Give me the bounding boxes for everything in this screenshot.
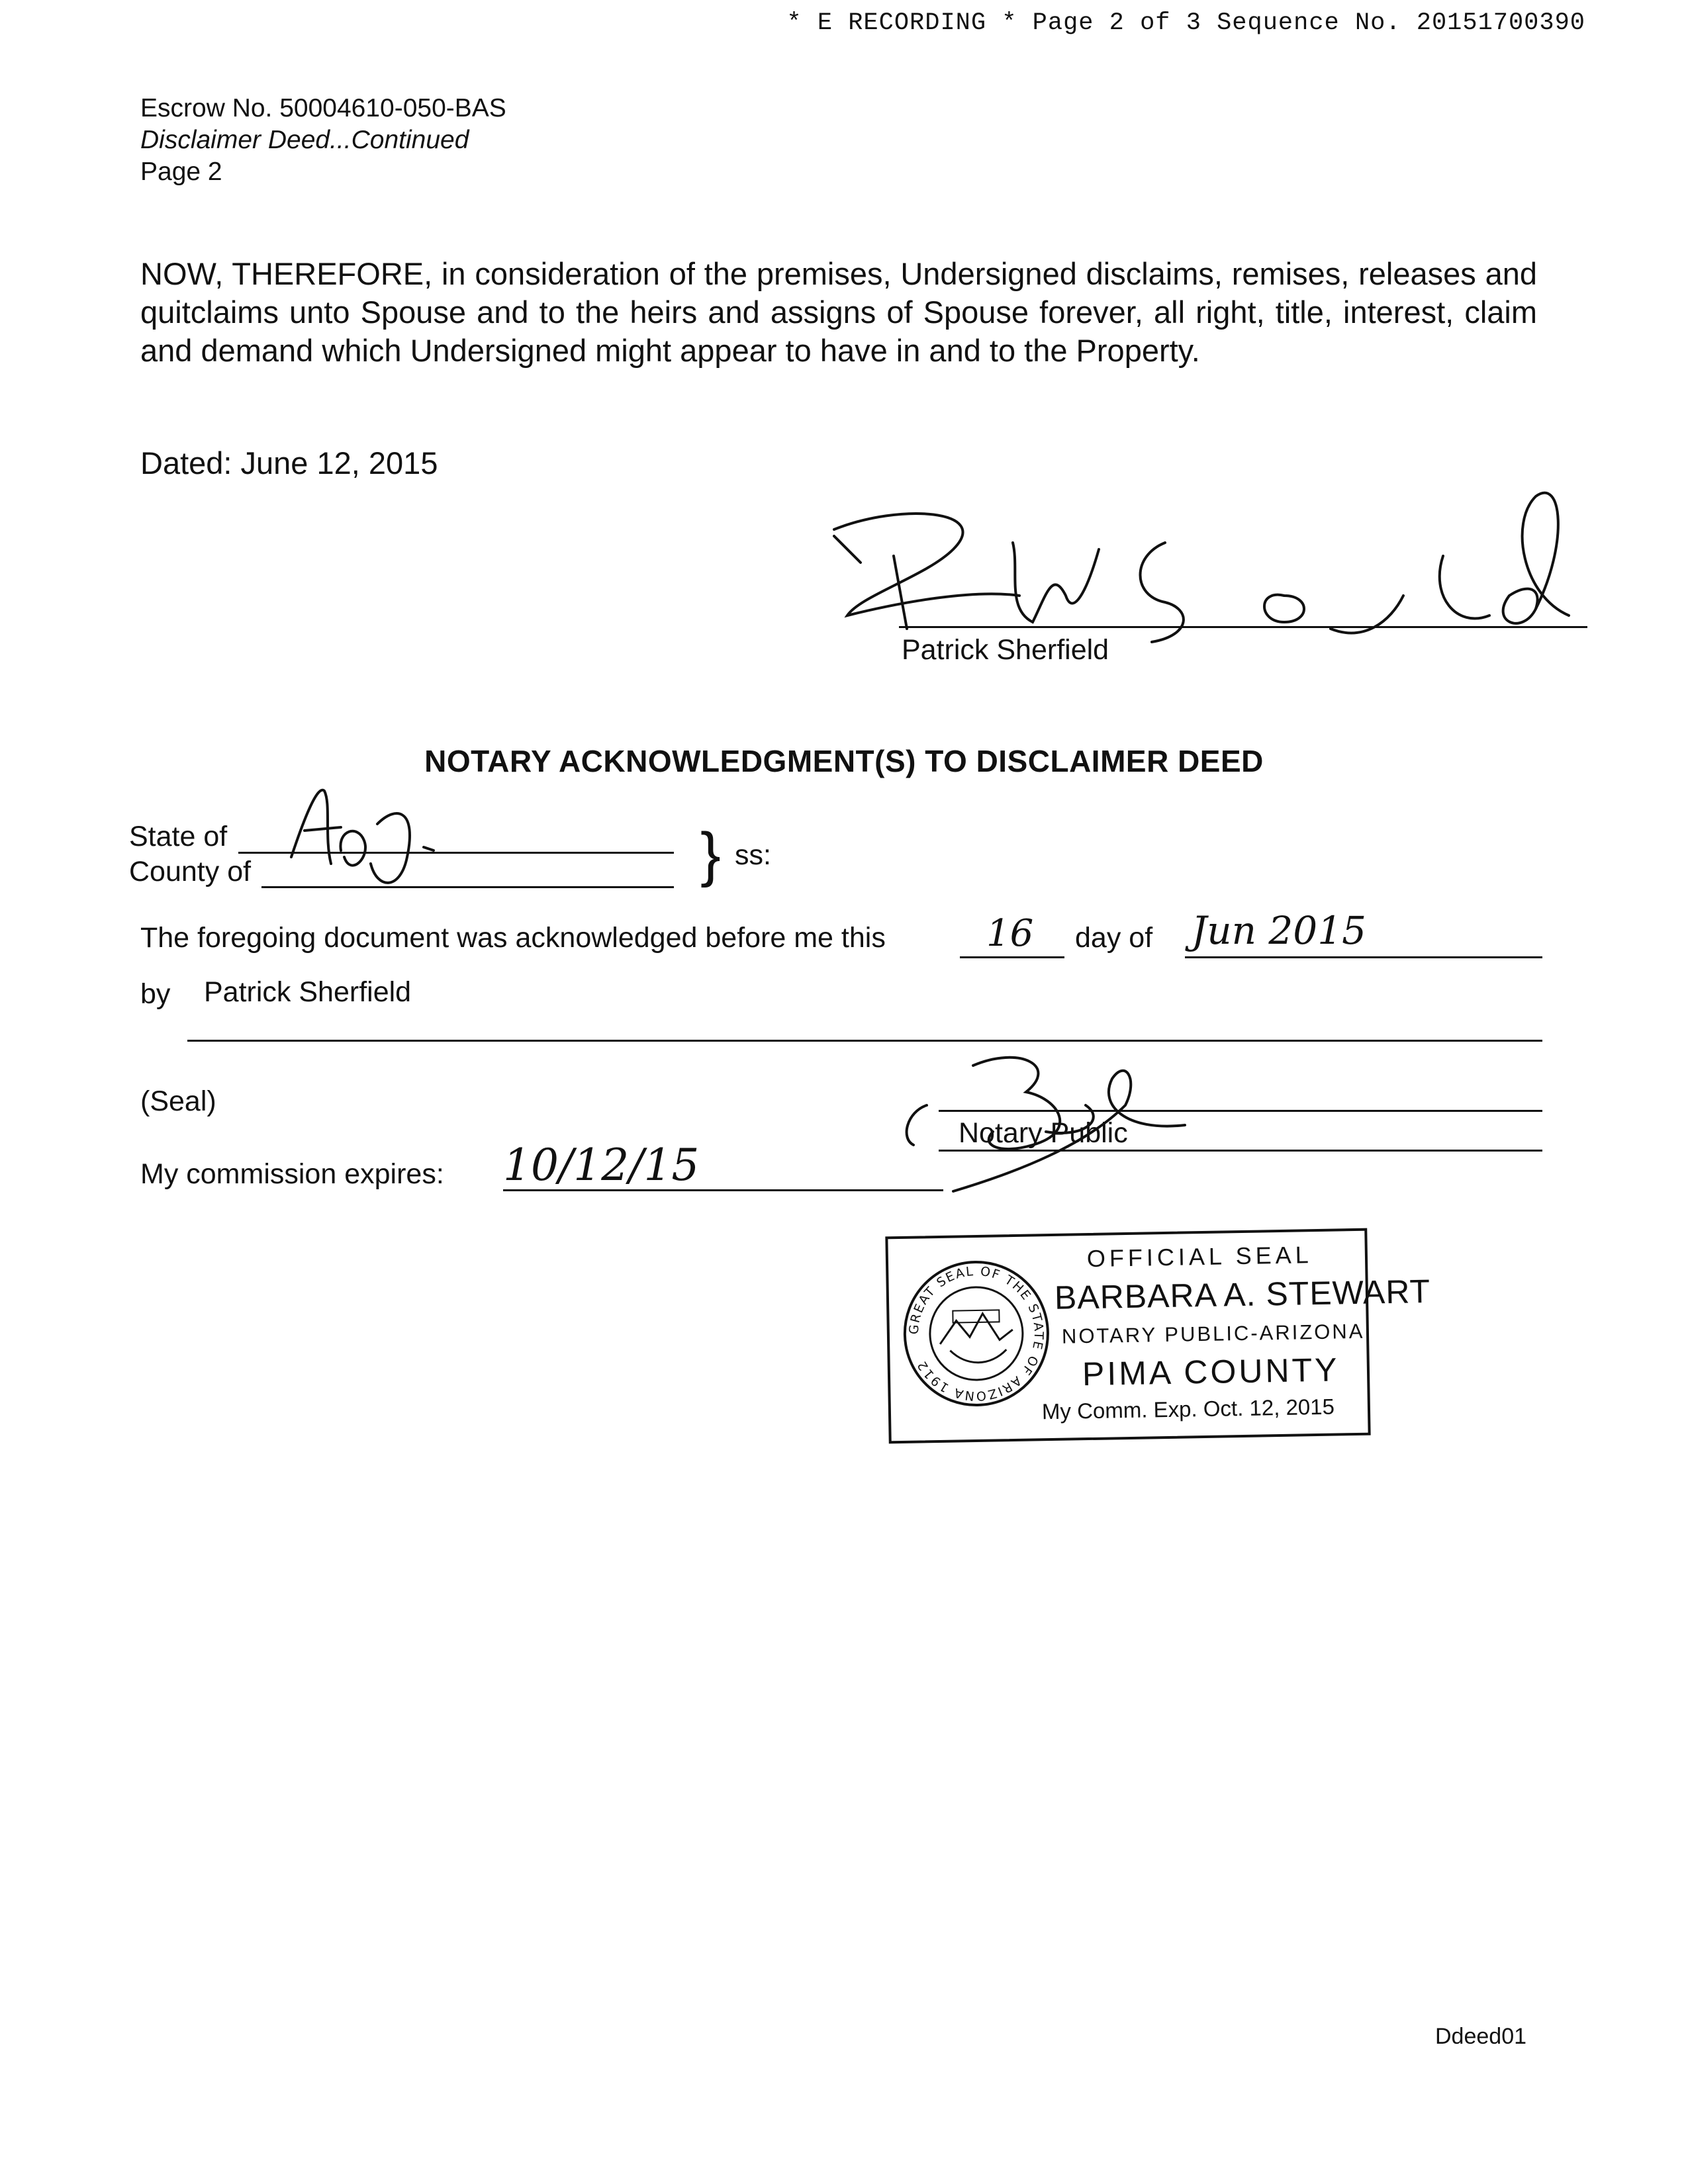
official-seal-stamp bbox=[885, 1228, 1431, 1444]
page-label: Page 2 bbox=[140, 158, 222, 186]
bracket-glyph: } bbox=[700, 821, 721, 888]
dated-line: Dated: June 12, 2015 bbox=[140, 445, 438, 480]
commission-label: My commission expires: bbox=[140, 1158, 444, 1190]
seal-heading: OFFICIAL SEAL bbox=[1086, 1241, 1313, 1273]
by-line bbox=[187, 1040, 1542, 1042]
recording-header: * E RECORDING * Page 2 of 3 Sequence No. 20151700390 bbox=[786, 9, 1585, 37]
document-title-continued: Disclaimer Deed...Continued bbox=[140, 126, 469, 154]
acknowledged-text: The foregoing document was acknowledged before me this bbox=[140, 922, 886, 954]
footer-form-code: Ddeed01 bbox=[1435, 2024, 1527, 2049]
county-label: County of bbox=[129, 856, 252, 887]
seal-emblem-text: GREAT SEAL OF THE STATE OF ARIZONA 1912 bbox=[906, 1263, 1047, 1404]
day-of-label: day of bbox=[1075, 922, 1153, 954]
signature-line bbox=[899, 626, 1587, 628]
seal-notary-name: BARBARA A. STEWART bbox=[1054, 1273, 1431, 1316]
ss-label: ss: bbox=[735, 839, 771, 871]
notary-line-upper bbox=[939, 1110, 1542, 1112]
seal-county: PIMA COUNTY bbox=[1082, 1351, 1340, 1393]
seal-expiry: My Comm. Exp. Oct. 12, 2015 bbox=[1041, 1394, 1335, 1424]
commission-handwritten: 10/12/15 bbox=[503, 1140, 700, 1191]
state-seal-emblem bbox=[899, 1256, 1054, 1411]
notary-public-label: Notary Public bbox=[959, 1117, 1128, 1149]
month-handwritten: Jun 2015 bbox=[1192, 908, 1367, 953]
seal-label: (Seal) bbox=[140, 1085, 216, 1117]
notary-line-lower bbox=[939, 1150, 1542, 1152]
state-handwriting bbox=[278, 778, 463, 897]
seal-notary-title: NOTARY PUBLIC-ARIZONA bbox=[1061, 1319, 1365, 1348]
state-label: State of bbox=[129, 821, 228, 852]
escrow-number: Escrow No. 50004610-050-BAS bbox=[140, 94, 506, 122]
body-paragraph: NOW, THEREFORE, in consideration of the premises, Undersigned disclaims, remises, releases and quitclaims unto Spouse and to the heirs and assigns of Spouse forever, all right, title, interest, claim and demand which Undersigned might appear to have in and to the Property. bbox=[140, 256, 1537, 368]
month-line bbox=[1185, 956, 1542, 958]
signature-scribble bbox=[821, 463, 1589, 662]
notary-section-title: NOTARY ACKNOWLEDGMENT(S) TO DISCLAIMER DEED bbox=[424, 744, 1264, 778]
day-line bbox=[960, 956, 1064, 958]
by-name: Patrick Sherfield bbox=[204, 976, 412, 1008]
signer-name: Patrick Sherfield bbox=[902, 634, 1109, 666]
by-label: by bbox=[140, 978, 171, 1010]
day-handwritten: 16 bbox=[986, 912, 1034, 955]
